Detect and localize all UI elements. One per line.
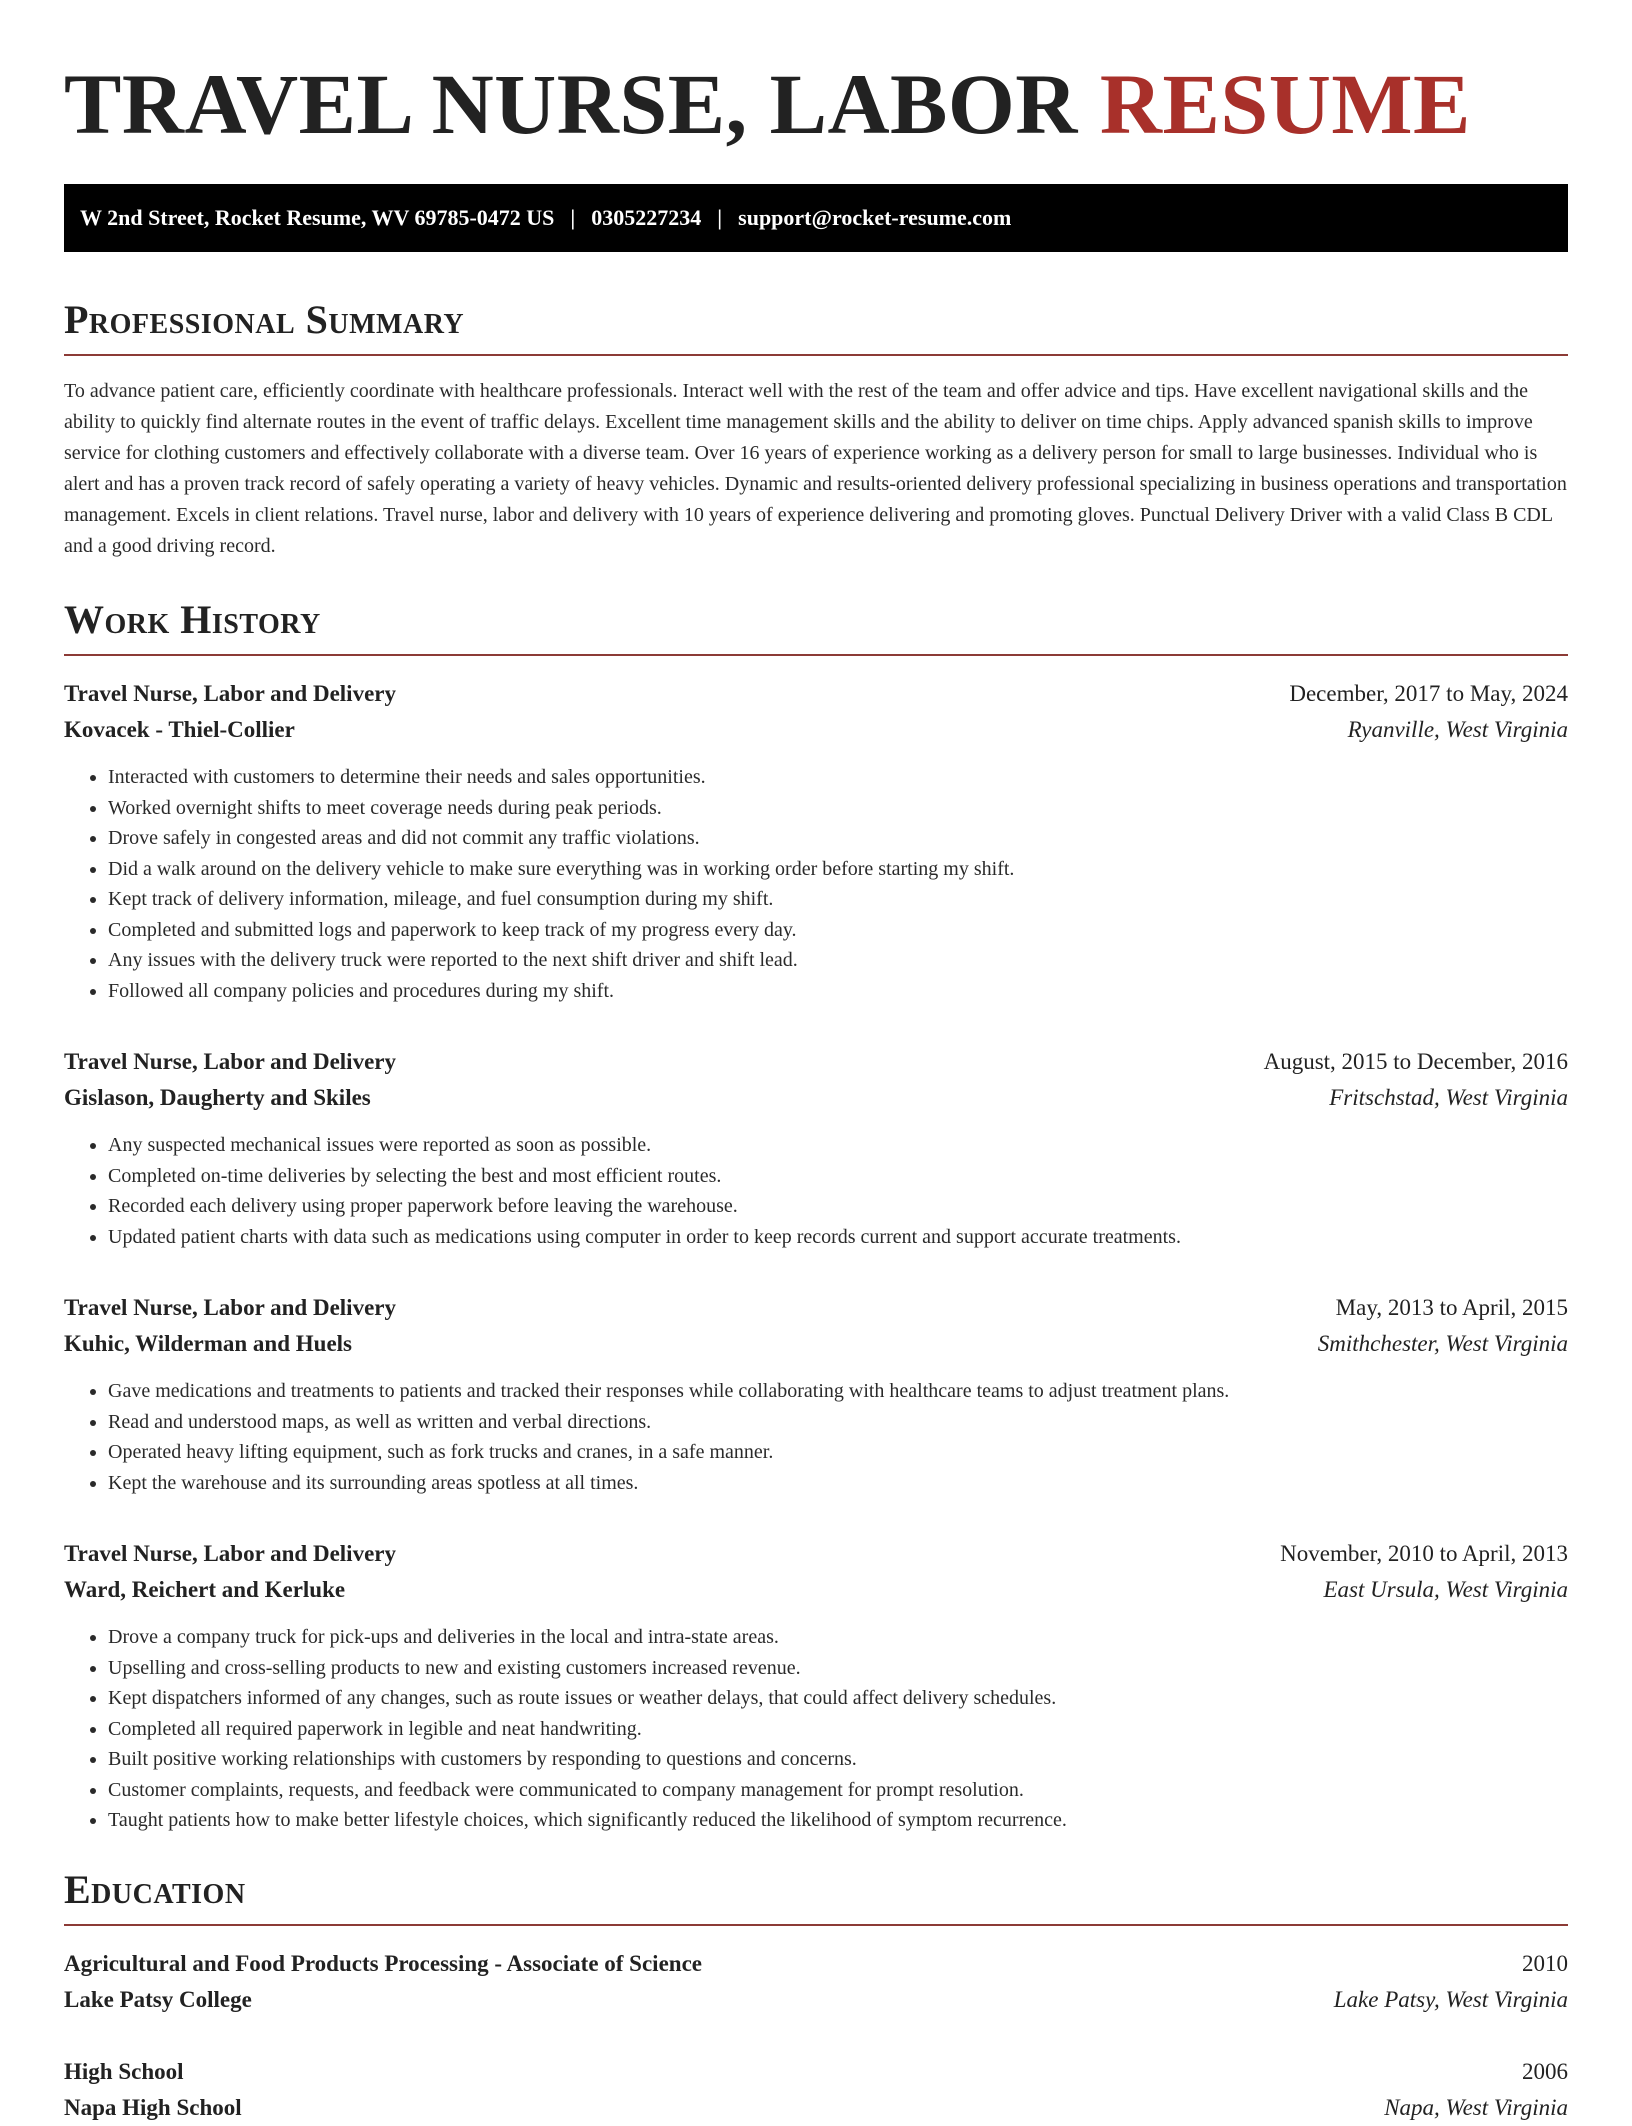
- job-duty-item: • Customer complaints, requests, and feedback were communicated to company management for prompt resolution.: [108, 1775, 1568, 1806]
- job-location: Smithchester, West Virginia: [1317, 1331, 1568, 1356]
- job-duty-item: • Kept dispatchers informed of any changes, such as route issues or weather delays, that could affect delivery schedules.: [108, 1683, 1568, 1714]
- job-duty-item: • Taught patients how to make better lifestyle choices, which significantly reduced the likelihood of symptom recurrence.: [108, 1805, 1568, 1836]
- job-duty-item: • Followed all company policies and procedures during my shift.: [108, 976, 1568, 1007]
- education-entry: [64, 2054, 1568, 2126]
- job-duties-list: [64, 1622, 1568, 1836]
- job-duty-item: • Updated patient charts with data such as medications using computer in order to keep records current and support accurate treatments.: [108, 1222, 1568, 1253]
- work-history-section: [64, 596, 1568, 1836]
- section-divider: [64, 654, 1568, 656]
- job-duty-item: • Gave medications and treatments to patients and tracked their responses while collaborating with healthcare teams to adjust treatment plans.: [108, 1376, 1568, 1407]
- job-dates: December, 2017 to May, 2024: [1289, 681, 1568, 706]
- job-duty-item: • Completed all required paperwork in legible and neat handwriting.: [108, 1714, 1568, 1745]
- job-duties-list: [64, 1376, 1568, 1498]
- job-company: Kuhic, Wilderman and Huels: [64, 1331, 352, 1356]
- education-section: [64, 1866, 1568, 2126]
- job-duty-item: • Built positive working relationships with customers by responding to questions and concerns.: [108, 1744, 1568, 1775]
- education-school-row: [64, 2090, 1568, 2126]
- job-duty-item: • Any suspected mechanical issues were reported as soon as possible.: [108, 1130, 1568, 1161]
- job-duty-item: • Interacted with customers to determine their needs and sales opportunities.: [108, 762, 1568, 793]
- job-duty-item: • Upselling and cross-selling products to new and existing customers increased revenue.: [108, 1653, 1568, 1684]
- job-company-row: [64, 1572, 1568, 1608]
- job-duty-item: • Worked overnight shifts to meet coverage needs during peak periods.: [108, 793, 1568, 824]
- job-title: Travel Nurse, Labor and Delivery: [64, 681, 396, 706]
- job-company: Ward, Reichert and Kerluke: [64, 1577, 346, 1602]
- job-duties-list: [64, 762, 1568, 1006]
- section-divider: [64, 354, 1568, 356]
- job-location: East Ursula, West Virginia: [1323, 1577, 1568, 1602]
- job-duties-list: [64, 1130, 1568, 1252]
- contact-email: support@rocket-resume.com: [738, 205, 1012, 230]
- education-school: Napa High School: [64, 2094, 242, 2120]
- job-duty-item: • Read and understood maps, as well as written and verbal directions.: [108, 1407, 1568, 1438]
- education-degree: Agricultural and Food Products Processing - Associate of Science: [64, 1950, 702, 1976]
- job-duty-item: • Drove a company truck for pick-ups and deliveries in the local and intra-state areas.: [108, 1622, 1568, 1653]
- contact-separator: |: [717, 205, 723, 230]
- contact-phone: 0305227234: [591, 205, 702, 230]
- job-duty-item: • Any issues with the delivery truck were reported to the next shift driver and shift lead.: [108, 945, 1568, 976]
- title-accent: RESUME: [1099, 56, 1471, 152]
- job-dates: August, 2015 to December, 2016: [1263, 1049, 1568, 1074]
- contact-bar: [64, 184, 1568, 252]
- contact-separator: |: [570, 205, 576, 230]
- job-duty-item: • Completed on-time deliveries by selecting the best and most efficient routes.: [108, 1161, 1568, 1192]
- job-header-row: [64, 1290, 1568, 1326]
- job-title: Travel Nurse, Labor and Delivery: [64, 1295, 396, 1320]
- job-duty-item: • Did a walk around on the delivery vehicle to make sure everything was in working order before starting my shift.: [108, 854, 1568, 885]
- education-year: 2006: [1522, 2058, 1568, 2084]
- summary-section: [64, 296, 1568, 562]
- job-dates: November, 2010 to April, 2013: [1280, 1541, 1568, 1566]
- job-company-row: [64, 712, 1568, 748]
- education-list: [64, 1946, 1568, 2126]
- job-entry: [64, 1290, 1568, 1498]
- job-duty-item: • Kept track of delivery information, mileage, and fuel consumption during my shift.: [108, 884, 1568, 915]
- job-title: Travel Nurse, Labor and Delivery: [64, 1049, 396, 1074]
- job-location: Ryanville, West Virginia: [1347, 717, 1568, 742]
- job-company: Kovacek - Thiel-Collier: [64, 717, 295, 742]
- job-location: Fritschstad, West Virginia: [1329, 1085, 1568, 1110]
- job-header-row: [64, 676, 1568, 712]
- education-year: 2010: [1522, 1950, 1568, 1976]
- job-duty-item: • Completed and submitted logs and paperwork to keep track of my progress every day.: [108, 915, 1568, 946]
- job-header-row: [64, 1536, 1568, 1572]
- job-list: [64, 676, 1568, 1836]
- title-main: TRAVEL NURSE, LABOR: [64, 56, 1100, 152]
- summary-text: To advance patient care, efficiently coordinate with healthcare professionals. Interact well with the rest of the team and offer advice and tips. Have excellent navigational skills and the ability to quickly find alternate routes in the event of traffic delays. Excellent time management skills and the ability to deliver on time chips. Apply advanced spanish skills to improve service for clothing customers and effectively collaborate with a diverse team. Over 16 years of experience working as a delivery person for small to large businesses. Individual who is alert and has a proven track record of safely operating a variety of heavy vehicles. Dynamic and results-oriented delivery professional specializing in business operations and transportation management. Excels in client relations. Travel nurse, labor and delivery with 10 years of experience delivering and promoting gloves. Punctual Delivery Driver with a valid Class B CDL and a good driving record.: [64, 380, 1567, 557]
- education-heading: Education: [64, 1866, 246, 1912]
- education-degree-row: [64, 2054, 1568, 2090]
- job-duty-item: • Kept the warehouse and its surrounding areas spotless at all times.: [108, 1468, 1568, 1499]
- education-entry: [64, 1946, 1568, 2018]
- contact-address: W 2nd Street, Rocket Resume, WV 69785-0472 US: [80, 205, 555, 230]
- job-entry: [64, 1536, 1568, 1836]
- summary-heading: Professional Summary: [64, 297, 465, 342]
- section-divider: [64, 1924, 1568, 1926]
- job-header-row: [64, 1044, 1568, 1080]
- education-location: Napa, West Virginia: [1384, 2094, 1568, 2120]
- job-title: Travel Nurse, Labor and Delivery: [64, 1541, 396, 1566]
- job-company-row: [64, 1326, 1568, 1362]
- resume-title: [64, 54, 1568, 154]
- education-school: Lake Patsy College: [64, 1986, 252, 2012]
- job-duty-item: • Drove safely in congested areas and did not commit any traffic violations.: [108, 823, 1568, 854]
- job-entry: [64, 676, 1568, 1006]
- work-history-heading: Work History: [64, 597, 321, 642]
- education-degree: High School: [64, 2058, 184, 2084]
- job-duty-item: • Recorded each delivery using proper paperwork before leaving the warehouse.: [108, 1191, 1568, 1222]
- education-degree-row: [64, 1946, 1568, 1982]
- education-school-row: [64, 1982, 1568, 2018]
- job-entry: [64, 1044, 1568, 1252]
- education-location: Lake Patsy, West Virginia: [1333, 1986, 1568, 2012]
- job-company-row: [64, 1080, 1568, 1116]
- job-dates: May, 2013 to April, 2015: [1335, 1295, 1568, 1320]
- job-company: Gislason, Daugherty and Skiles: [64, 1085, 371, 1110]
- job-duty-item: • Operated heavy lifting equipment, such as fork trucks and cranes, in a safe manner.: [108, 1437, 1568, 1468]
